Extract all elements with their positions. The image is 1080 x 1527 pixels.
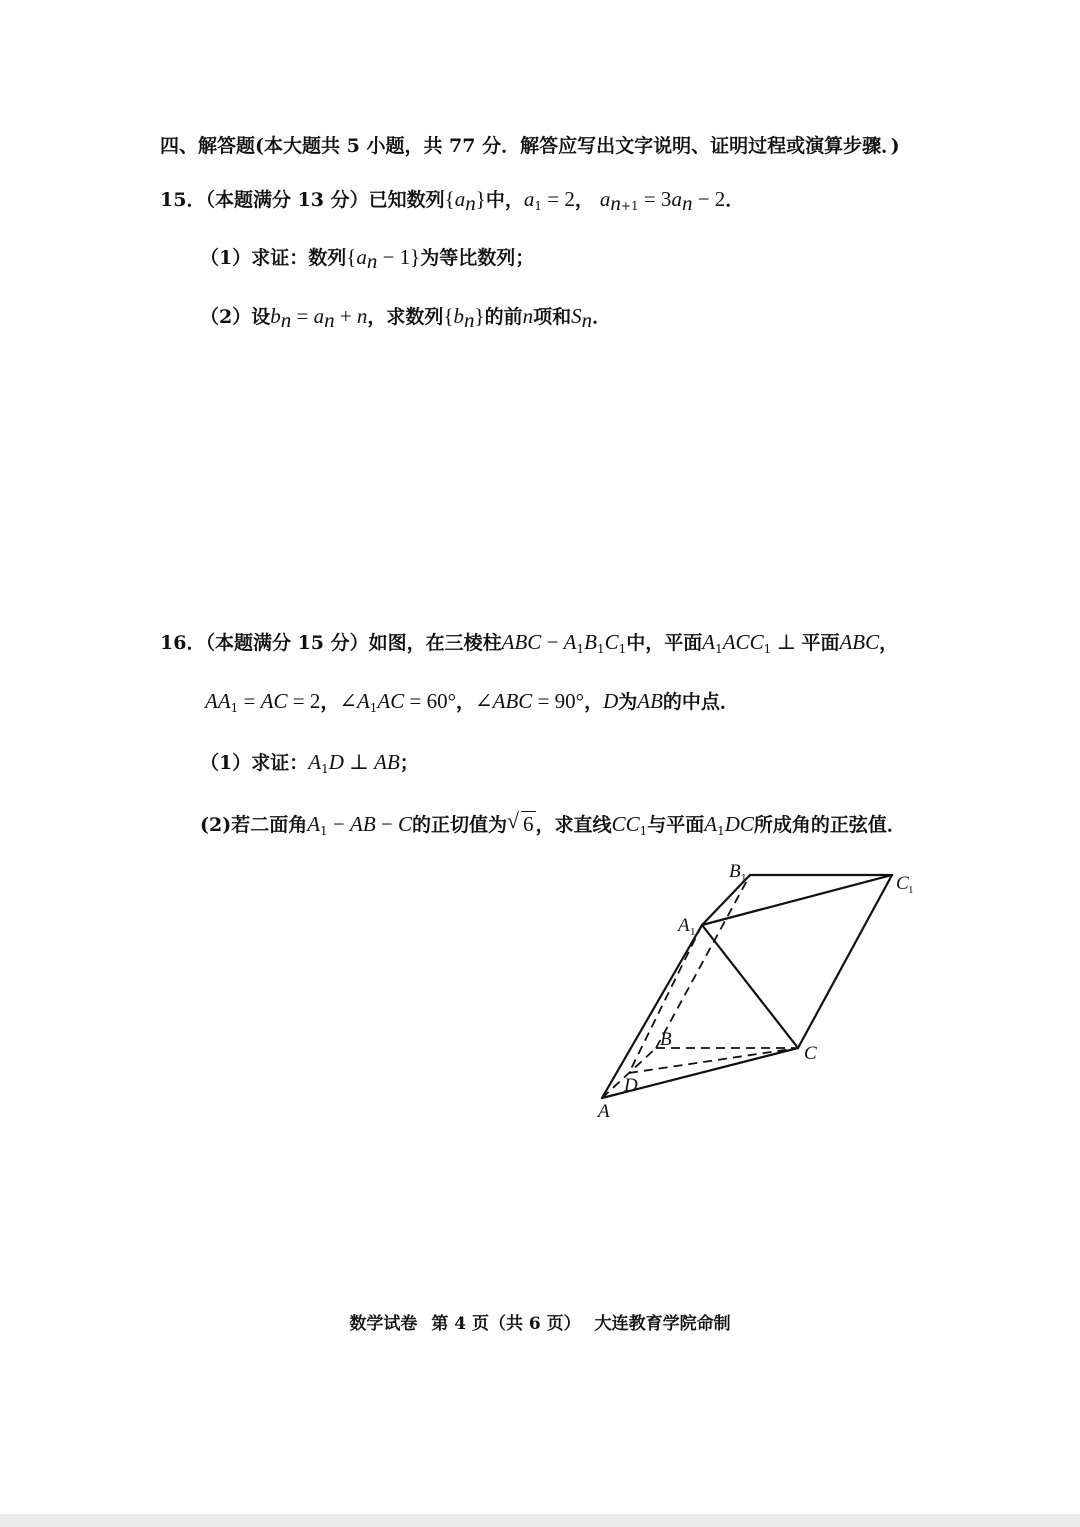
label-c: C [804, 1043, 817, 1064]
label-b1: B [729, 861, 741, 882]
edge-a1-c1 [702, 875, 892, 925]
svg-text:1: 1 [908, 884, 914, 896]
edge-a1-d [629, 925, 702, 1073]
q16-part2: (2)若二面角$A_1$ − AB − C的正切值为 √ 6 ，求直线$CC_1$与平面$A_1DC$所成角的正弦值． [200, 808, 906, 838]
section-header: 四、解答题(本大题共 5 小题，共 77 分．解答应写出文字说明、证明过程或演算步骤．) [160, 135, 900, 157]
label-b: B [660, 1029, 672, 1050]
q15-stem: 15．（本题满分 13 分）已知数列$\{a_n\}$中，$a_1 = 2$， $a_{n+1} = 3a_n - 2$． [160, 187, 745, 215]
q16-conditions: $AA_1$ = AC = 2，$\angle A_1AC = 60^\circ$，∠ABC = 90°，D为AB的中点． [205, 689, 739, 715]
q16-part1: （1）求证：$A_1D$ ⊥ AB； [200, 750, 419, 776]
q15-part2: （2）设$b_n = a_n + n$，求数列$\{b_n\}$的前n项和$S_n$． [200, 304, 612, 332]
page-footer [0, 1309, 1080, 1334]
scan-bottom-edge [0, 1514, 1080, 1527]
svg-text:1: 1 [741, 872, 747, 884]
footer-subject: 数学试卷 [349, 1314, 418, 1334]
q16-stem: 16．（本题满分 15 分）如图，在三棱柱ABC − $A_1B_1C_1$中，平面$A_1ACC_1$ ⊥ 平面ABC， [160, 630, 899, 656]
q15-part1: （1）求证：数列$\{a_n - 1\}$为等比数列； [200, 245, 535, 273]
label-c1: C [896, 873, 909, 894]
svg-text:1: 1 [690, 926, 696, 938]
edge-a-a1 [602, 925, 702, 1098]
edge-a1-c [702, 925, 798, 1048]
footer-author: 大连教育学院命制 [594, 1314, 731, 1334]
edge-c1-c [798, 875, 892, 1048]
label-a1: A [678, 915, 690, 936]
label-d: D [624, 1075, 638, 1096]
label-a: A [598, 1101, 610, 1122]
prism-figure [590, 855, 930, 1125]
footer-page: 第 4 页（共 6 页） [431, 1314, 581, 1334]
edge-b-b1 [656, 875, 750, 1048]
sqrt-six: √ 6 [507, 808, 534, 836]
